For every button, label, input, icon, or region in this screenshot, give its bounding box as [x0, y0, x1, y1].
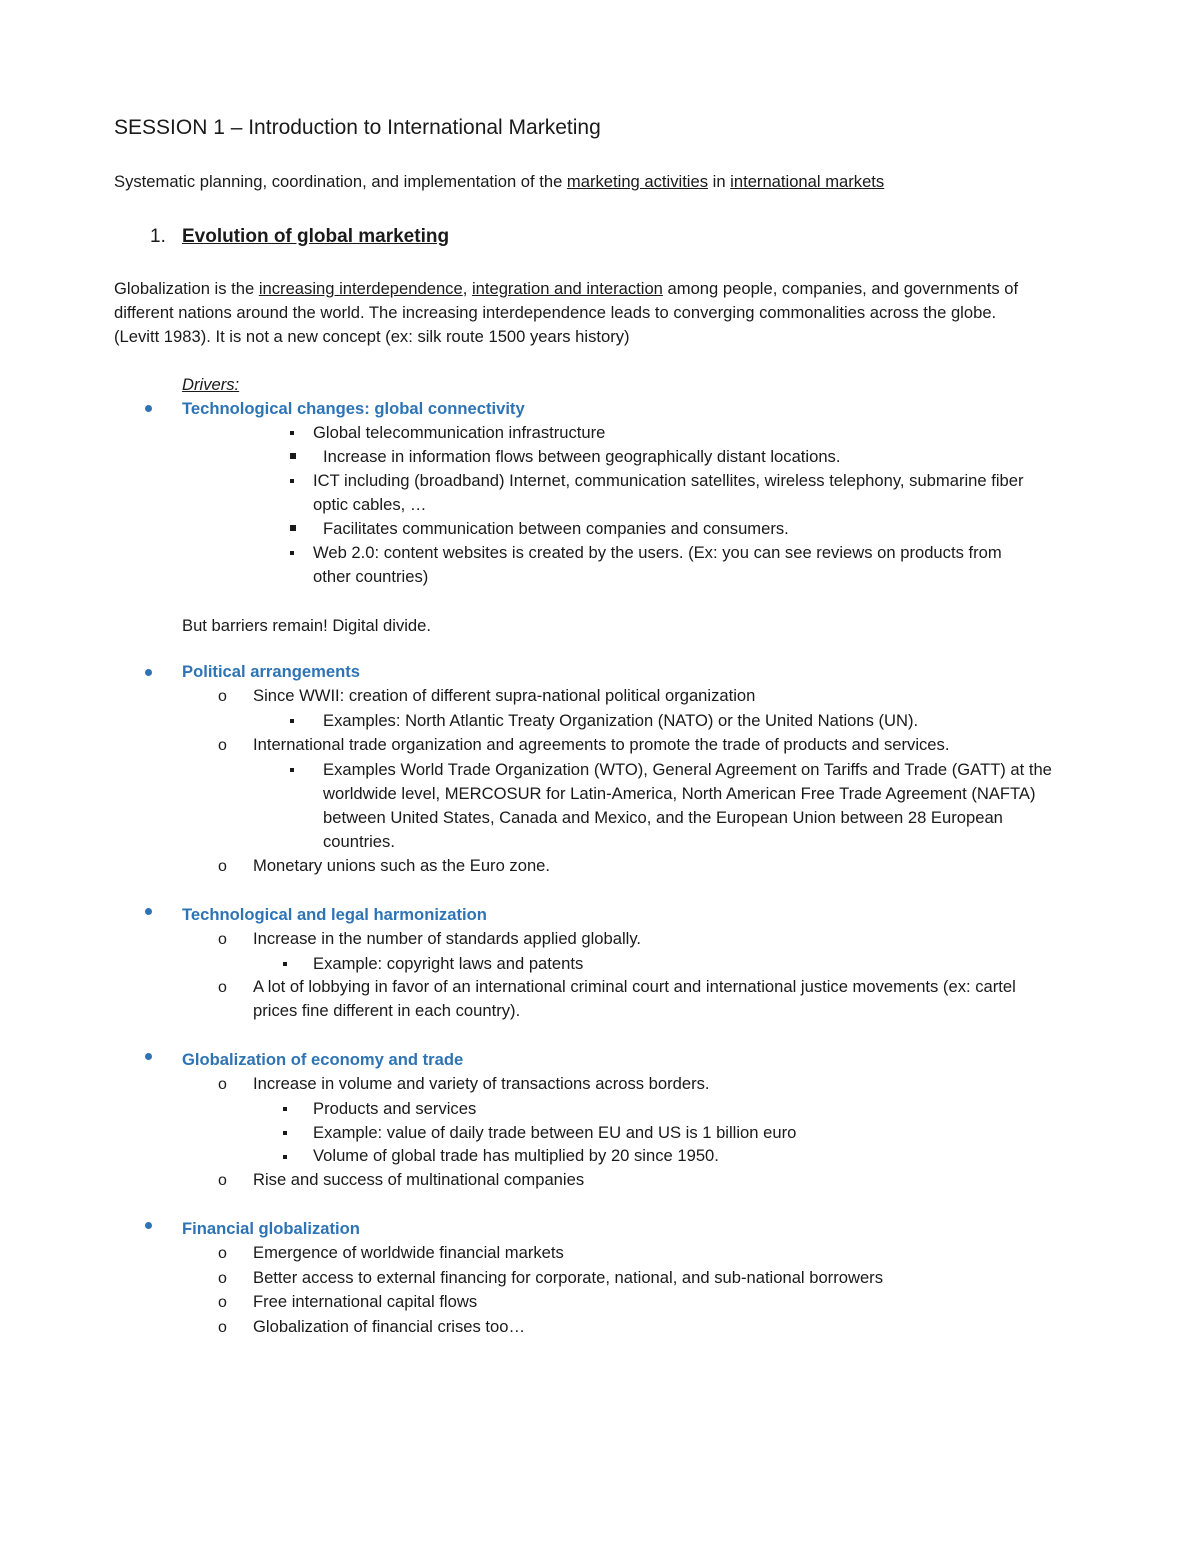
square-bullet-icon	[283, 962, 287, 966]
tech-item-5-line-1: Web 2.0: content websites is created by the users. (Ex: you can see reviews on products from	[313, 543, 1002, 562]
political-item-1-sub: Examples: North Atlantic Treaty Organization (NATO) or the United Nations (UN).	[323, 711, 919, 730]
open-bullet-icon: o	[218, 931, 227, 948]
tech-item-2: Increase in information flows between geographically distant locations.	[323, 447, 841, 466]
open-bullet-icon: o	[218, 1270, 227, 1287]
financial-heading: Financial globalization	[182, 1219, 360, 1238]
bullet-dot-icon	[145, 1053, 152, 1060]
economy-item-2: Rise and success of multinational companies	[253, 1170, 585, 1189]
economy-item-1: Increase in volume and variety of transactions across borders.	[253, 1074, 710, 1093]
tech-item-4: Facilitates communication between companies and consumers.	[323, 519, 789, 538]
square-bullet-icon	[290, 551, 294, 555]
square-bullet-icon	[283, 1155, 287, 1159]
square-bullet-icon	[290, 453, 296, 459]
economy-heading: Globalization of economy and trade	[182, 1050, 464, 1069]
political-item-3: Monetary unions such as the Euro zone.	[253, 856, 551, 875]
legal-item-1-sub: Example: copyright laws and patents	[313, 954, 584, 973]
square-bullet-icon	[283, 1131, 287, 1135]
political-item-2-sub-line-4: countries.	[323, 832, 395, 851]
legal-item-2-line-1: A lot of lobbying in favor of an international criminal court and international justice movements (ex: cartel	[253, 977, 1016, 996]
definition-underlined-1: marketing activities	[566, 172, 709, 191]
political-item-2-sub-line-1: Examples World Trade Organization (WTO), General Agreement on Tariffs and Trade (GATT) at the	[323, 760, 1052, 779]
page-title: SESSION 1 – Introduction to International Marketing	[114, 116, 601, 139]
globalization-line-2: different nations around the world. The increasing interdependence leads to converging commonalities across the globe.	[114, 303, 997, 322]
square-bullet-icon	[290, 719, 294, 723]
financial-item-3: Free international capital flows	[253, 1292, 478, 1311]
drivers-label: Drivers:	[182, 375, 240, 394]
globalization-line-1	[114, 277, 1018, 301]
legal-item-2-line-2: prices fine different in each country).	[253, 1001, 521, 1020]
tech-heading: Technological changes: global connectivity	[182, 399, 525, 418]
political-item-2-sub-line-3: between United States, Canada and Mexico, and the European Union between 28 European	[323, 808, 1003, 827]
open-bullet-icon: o	[218, 979, 227, 996]
square-bullet-icon	[290, 768, 294, 772]
open-bullet-icon: o	[218, 1245, 227, 1262]
glob-comma: ,	[462, 279, 472, 298]
financial-item-2: Better access to external financing for corporate, national, and sub-national borrowers	[253, 1268, 883, 1287]
bullet-dot-icon	[145, 1222, 152, 1229]
open-bullet-icon: o	[218, 1076, 227, 1093]
definition-text-mid: in	[708, 172, 731, 191]
definition-text: Systematic planning, coordination, and implementation of the	[114, 172, 567, 191]
economy-item-1-sub-1: Products and services	[313, 1099, 477, 1118]
political-item-2-sub-line-2: worldwide level, MERCOSUR for Latin-America, North American Free Trade Agreement (NAFTA)	[323, 784, 1036, 803]
section-heading: Evolution of global marketing	[182, 226, 450, 247]
open-bullet-icon: o	[218, 1172, 227, 1189]
square-bullet-icon	[290, 525, 296, 531]
globalization-line-3: (Levitt 1983). It is not a new concept (ex: silk route 1500 years history)	[114, 327, 630, 346]
glob-text-post: among people, companies, and governments of	[662, 279, 1019, 298]
glob-underlined-2: integration and interaction	[471, 279, 663, 298]
political-item-1: Since WWII: creation of different supra-national political organization	[253, 686, 756, 705]
political-heading: Political arrangements	[182, 662, 360, 681]
square-bullet-icon	[283, 1107, 287, 1111]
bullet-dot-icon	[145, 669, 152, 676]
bullet-dot-icon	[145, 908, 152, 915]
tech-item-3-line-1: ICT including (broadband) Internet, communication satellites, wireless telephony, submarine fiber	[313, 471, 1024, 490]
legal-heading: Technological and legal harmonization	[182, 905, 487, 924]
tech-item-5-line-2: other countries)	[313, 567, 429, 586]
open-bullet-icon: o	[218, 858, 227, 875]
economy-item-1-sub-2: Example: value of daily trade between EU and US is 1 billion euro	[313, 1123, 797, 1142]
tech-item-3-line-2: optic cables, …	[313, 495, 427, 514]
definition	[114, 170, 884, 194]
open-bullet-icon: o	[218, 688, 227, 705]
section-number: 1.	[150, 226, 166, 247]
glob-underlined-1: increasing interdependence	[258, 279, 463, 298]
square-bullet-icon	[290, 479, 294, 483]
financial-item-1: Emergence of worldwide financial markets	[253, 1243, 564, 1262]
glob-text: Globalization is the	[114, 279, 259, 298]
square-bullet-icon	[290, 431, 294, 435]
barriers-note: But barriers remain! Digital divide.	[182, 616, 432, 635]
bullet-dot-icon	[145, 405, 152, 412]
tech-item-1: Global telecommunication infrastructure	[313, 423, 606, 442]
economy-item-1-sub-3: Volume of global trade has multiplied by 20 since 1950.	[313, 1146, 719, 1165]
open-bullet-icon: o	[218, 737, 227, 754]
political-item-2: International trade organization and agreements to promote the trade of products and services.	[253, 735, 950, 754]
legal-item-1: Increase in the number of standards applied globally.	[253, 929, 642, 948]
open-bullet-icon: o	[218, 1294, 227, 1311]
open-bullet-icon: o	[218, 1319, 227, 1336]
financial-item-4: Globalization of financial crises too…	[253, 1317, 526, 1336]
definition-underlined-2: international markets	[730, 172, 885, 191]
